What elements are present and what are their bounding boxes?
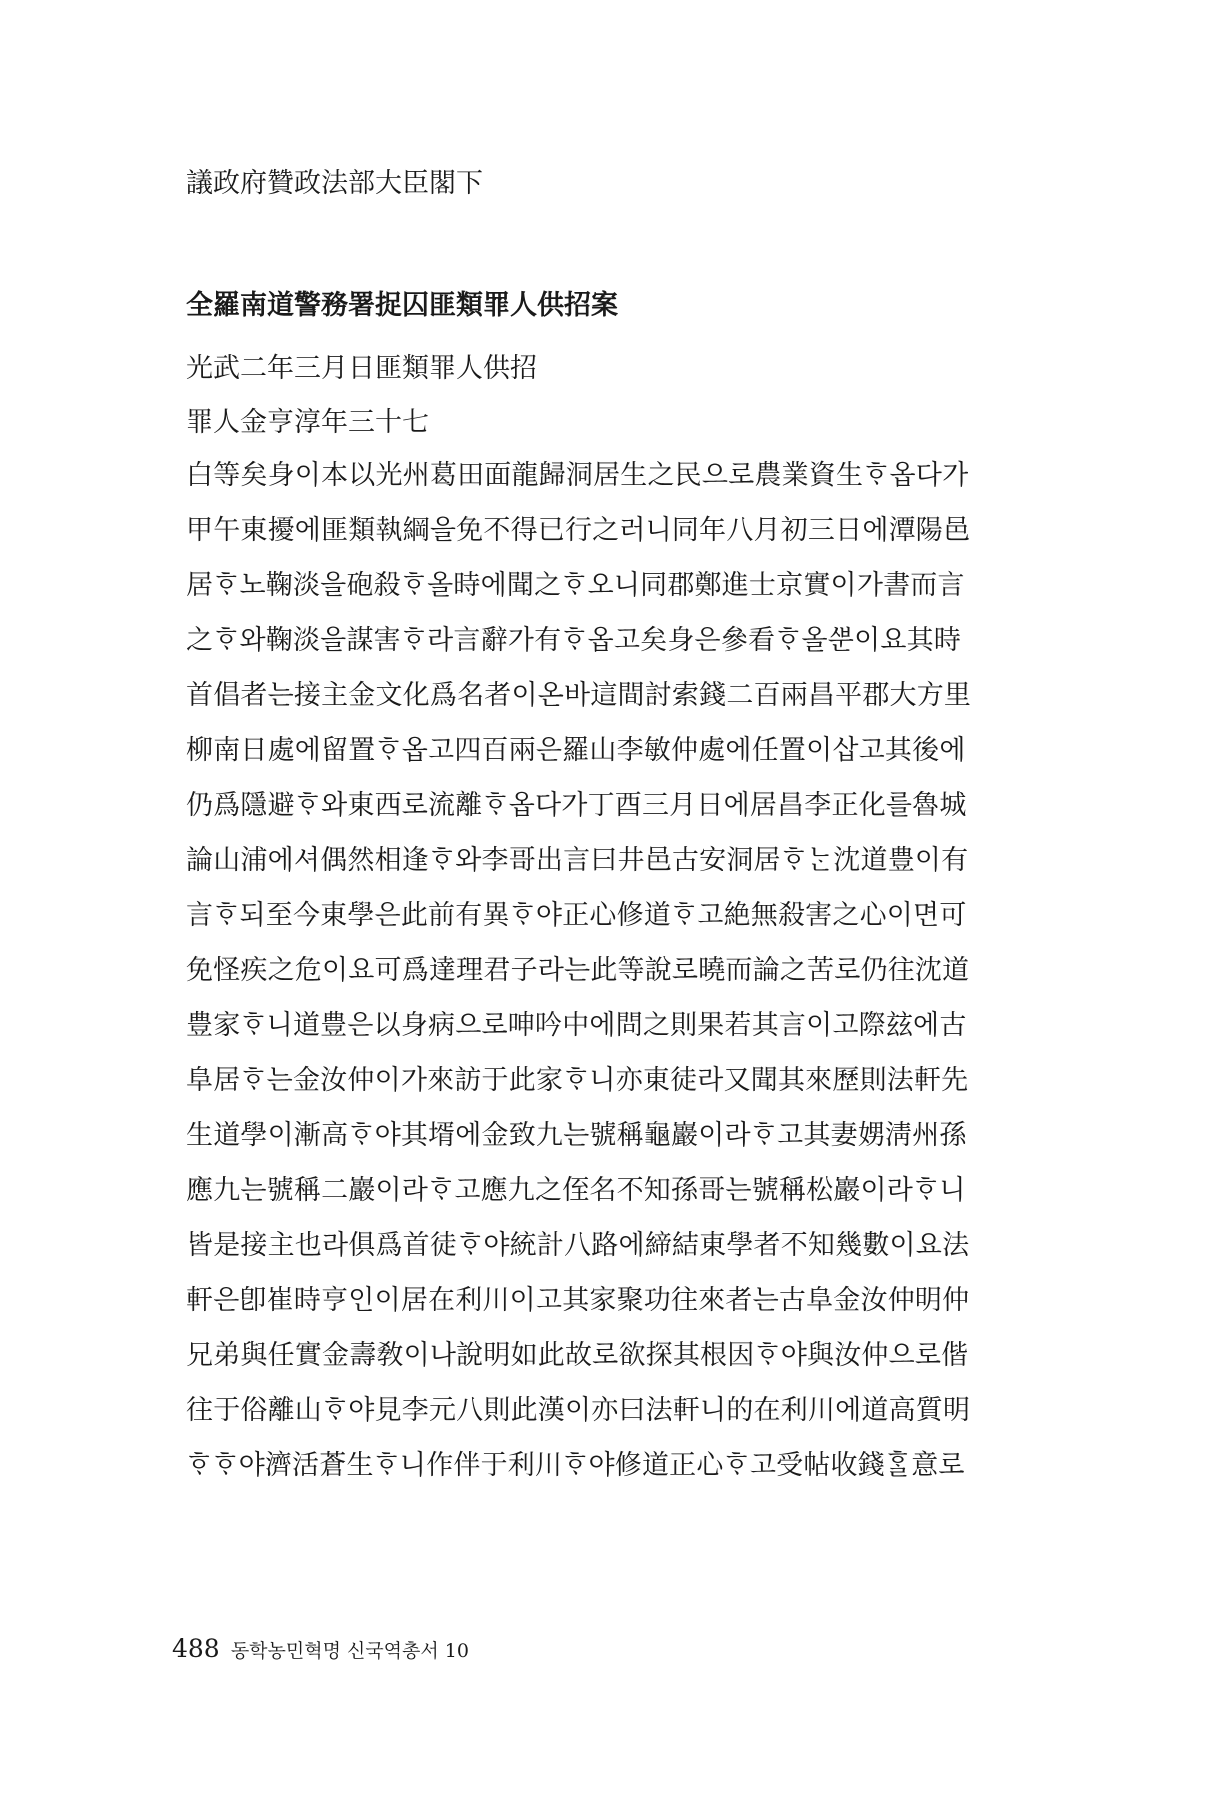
body-line: 阜居ᄒᆞ는金汝仲이가來訪于此家ᄒᆞ니亦東徒라又聞其來歷則法軒先: [186, 1065, 969, 1096]
testimony-body: [186, 458, 1036, 1503]
body-line: 論山浦에셔偶然相逢ᄒᆞ와李哥出言曰井邑古安洞居ᄒᆞᄂᆞᆫ沈道豊이有: [186, 845, 969, 876]
body-line: 之ᄒᆞ와鞠淡을謀害ᄒᆞ라言辭가有ᄒᆞ옵고矣身은參看ᄒᆞ올ᄲᅮᆫ이요其時: [186, 625, 962, 656]
book-title: 동학농민혁명 신국역총서 10: [230, 1640, 469, 1662]
section-heading: 全羅南道警務署捉囚匪類罪人供招案: [186, 290, 618, 321]
body-line: 甲午東擾에匪類執綱을免不得已行之러니同年八月初三日에潭陽邑: [186, 515, 971, 546]
page-footer: [172, 1634, 469, 1666]
body-line: 生道學이漸高ᄒᆞ야其壻에金致九는號稱龜巖이라ᄒᆞ고其妻娚淸州孫: [186, 1120, 967, 1151]
body-line: 白等矣身이本以光州葛田面龍歸洞居生之民으로農業資生ᄒᆞ옵다가: [186, 460, 969, 491]
body-line: 皆是接主也라俱爲首徒ᄒᆞ야統計八路에締結東學者不知幾數이요法: [186, 1230, 970, 1261]
body-line: 言ᄒᆞ되至今東學은此前有異ᄒᆞ야正心修道ᄒᆞ고絶無殺害之心이면可: [186, 900, 967, 931]
body-line: 居ᄒᆞ노鞠淡을砲殺ᄒᆞ올時에聞之ᄒᆞ오니同郡鄭進士京實이가書而言: [186, 570, 965, 601]
body-line: 豊家ᄒᆞ니道豊은以身病으로呻吟中에問之則果若其言이고際玆에古: [186, 1010, 967, 1041]
body-line: 應九는號稱二巖이라ᄒᆞ고應九之侄名不知孫哥는號稱松巖이라ᄒᆞ니: [186, 1175, 966, 1206]
body-line: 仍爲隱避ᄒᆞ와東西로流離ᄒᆞ옵다가丁酉三月日에居昌李正化를魯城: [186, 790, 967, 821]
body-line: 首倡者는接主金文化爲名者이온바這間討索錢二百兩昌平郡大方里: [186, 680, 972, 711]
addressee-line: 議政府贊政法部大臣閣下: [186, 168, 483, 199]
date-line: 光武二年三月日匪類罪人供招: [186, 353, 537, 384]
person-line: 罪人金亨淳年三十七: [186, 407, 429, 438]
body-line: 軒은卽崔時亨인이居在利川이고其家聚功往來者는古阜金汝仲明仲: [186, 1285, 970, 1316]
body-line: ᄒᆞᄒᆞ야濟活蒼生ᄒᆞ니作伴于利川ᄒᆞ야修道正心ᄒᆞ고受帖收錢ᄒᆞᆯ意로: [186, 1450, 965, 1481]
body-line: 往于俗離山ᄒᆞ야見李元八則此漢이亦曰法軒니的在利川에道高質明: [186, 1395, 971, 1426]
page-number: 488: [172, 1634, 220, 1663]
body-line: 柳南日處에留置ᄒᆞ옵고四百兩은羅山李敏仲處에任置이삽고其後에: [186, 735, 966, 766]
body-line: 兄弟與任實金壽敎이나說明如此故로欲探其根因ᄒᆞ야與汝仲으로偕: [186, 1340, 969, 1371]
body-line: 免怪疾之危이요可爲達理君子라는此等說로曉而論之苦로仍往沈道: [186, 955, 970, 986]
